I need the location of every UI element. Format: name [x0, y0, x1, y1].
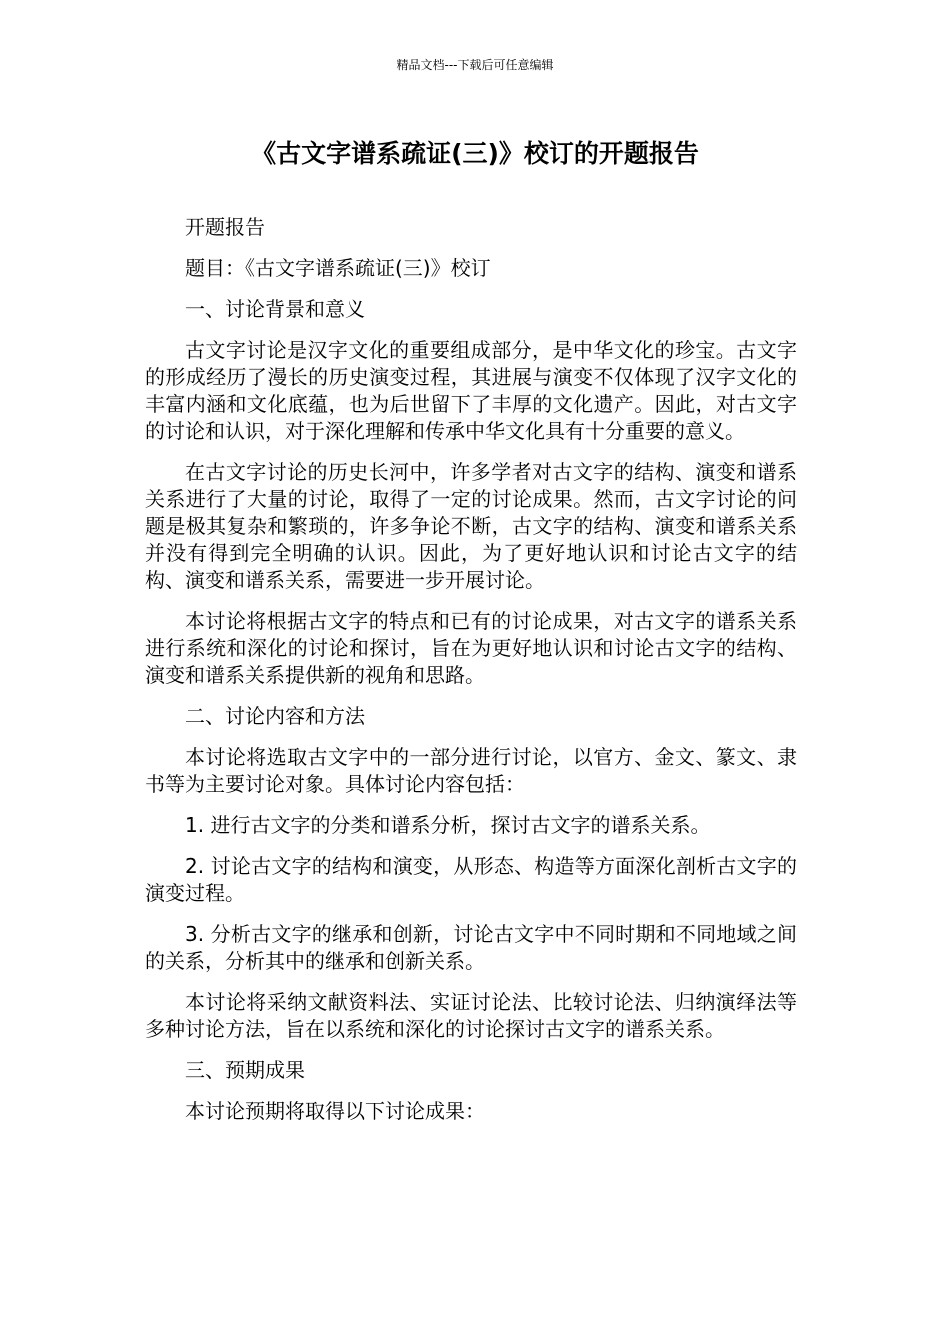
list-item-content-2: 2. 讨论古文字的结构和演变，从形态、构造等方面深化剖析古文字的演变过程。	[145, 854, 797, 905]
document-body	[145, 214, 797, 1139]
paragraph-methods: 本讨论将采纳文献资料法、实证讨论法、比较讨论法、归纳演绎法等多种讨论方法，旨在以系统和深化的讨论探讨古文字的谱系关系。	[145, 990, 797, 1041]
paragraph-outcomes-intro: 本讨论预期将取得以下讨论成果：	[185, 1099, 485, 1123]
paragraph-topic: 题目：《古文字谱系疏证(三)》校订	[185, 256, 491, 280]
paragraph-background-1: 古文字讨论是汉字文化的重要组成部分，是中华文化的珍宝。古文字的形成经历了漫长的历史演变过程，其进展与演变不仅体现了汉字文化的丰富内涵和文化底蕴，也为后世留下了丰厚的文化遗产。因此，对古文字的讨论和认识，对于深化理解和传承中华文化具有十分重要的意义。	[145, 338, 797, 443]
paragraph-report-label: 开题报告	[185, 215, 265, 239]
header-note: 精品文档---下载后可任意编辑	[396, 58, 554, 72]
section-heading-content: 二、讨论内容和方法	[185, 704, 365, 728]
paragraph-background-2: 在古文字讨论的历史长河中，许多学者对古文字的结构、演变和谱系关系进行了大量的讨论，取得了一定的讨论成果。然而，古文字讨论的问题是极其复杂和繁琐的，许多争论不断，古文字的结构、演变和谱系关系并没有得到完全明确的认识。因此，为了更好地认识和讨论古文字的结构、演变和谱系关系，需要进一步开展讨论。	[145, 460, 797, 592]
list-item-content-1: 1. 进行古文字的分类和谱系分析，探讨古文字的谱系关系。	[185, 813, 711, 837]
section-heading-background: 一、讨论背景和意义	[185, 297, 365, 321]
paragraph-background-3: 本讨论将根据古文字的特点和已有的讨论成果，对古文字的谱系关系进行系统和深化的讨论和探讨，旨在为更好地认识和讨论古文字的结构、演变和谱系关系提供新的视角和思路。	[145, 609, 797, 687]
list-item-content-3: 3. 分析古文字的继承和创新，讨论古文字中不同时期和不同地域之间的关系，分析其中的继承和创新关系。	[145, 922, 797, 973]
paragraph-content-intro: 本讨论将选取古文字中的一部分进行讨论，以官方、金文、篆文、隶书等为主要讨论对象。具体讨论内容包括：	[145, 745, 797, 796]
document-title: 《古文字谱系疏证(三)》校订的开题报告	[251, 139, 699, 168]
section-heading-outcomes: 三、预期成果	[185, 1058, 305, 1082]
